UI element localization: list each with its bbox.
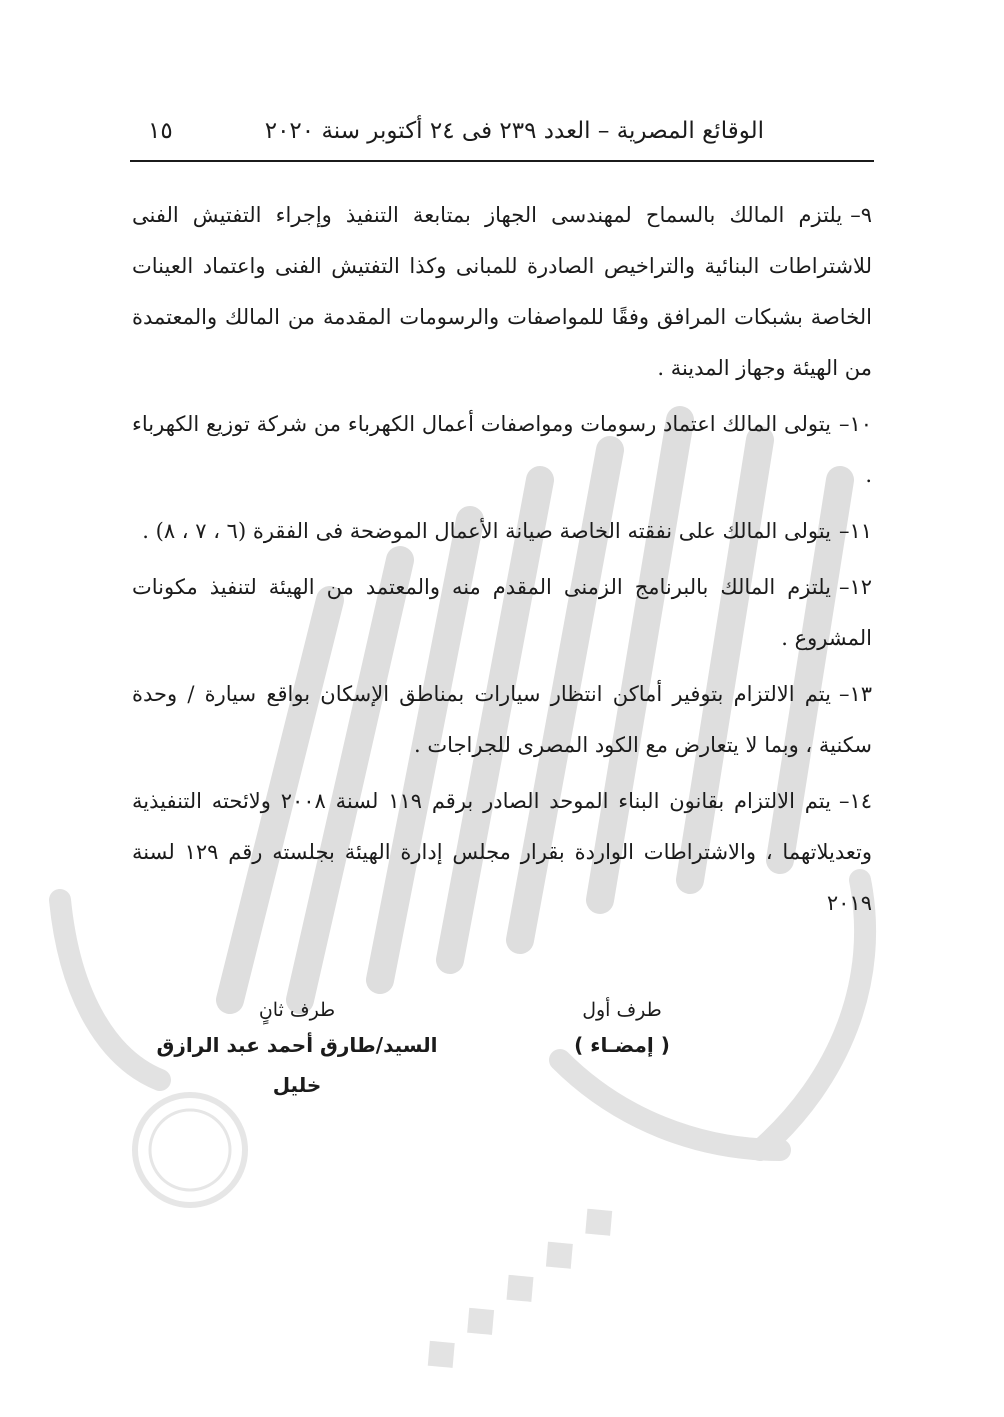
clause-text: يتولى المالك على نفقته الخاصة صيانة الأعمال الموضحة فى الفقرة (٦ ، ٧ ، ٨) . xyxy=(142,519,831,543)
clause-11 xyxy=(132,506,872,557)
clause-text: يتم الالتزام بقانون البناء الموحد الصادر برقم ١١٩ لسنة ٢٠٠٨ ولائحته التنفيذية وتعديلاتهما ، والاشتراطات الواردة بقرار مجلس إدارة الهيئة بجلسته رقم ١٢٩ لسنة ٢٠١٩ xyxy=(132,789,872,915)
watermark-stamp-text: ◆ ◆ ◆ ◆ ◆ xyxy=(407,1187,628,1384)
clause-number: ١٢– xyxy=(838,575,872,599)
clause-10 xyxy=(132,399,872,501)
second-party-name: السيد/طارق أحمد عبد الرازق خليل xyxy=(156,1033,438,1097)
clause-number: ١٣– xyxy=(838,682,872,706)
clause-number: ٩– xyxy=(850,203,872,227)
clause-number: ١٠– xyxy=(838,412,872,436)
clause-12 xyxy=(132,562,872,664)
clause-text: يتولى المالك اعتماد رسومات ومواصفات أعمال الكهرباء من شركة توزيع الكهرباء . xyxy=(132,412,872,487)
first-party xyxy=(542,995,702,1065)
second-party-label: طرف ثانٍ xyxy=(258,999,336,1021)
clause-9 xyxy=(132,190,872,394)
page-header xyxy=(130,112,874,162)
clause-text: يلتزم المالك بالسماح لمهندسى الجهاز بمتابعة التنفيذ وإجراء التفتيش الفنى للاشتراطات البنائية والتراخيص الصادرة للمبانى وكذا التفتيش الفنى واعتماد العينات الخاصة بشبكات المرافق وفقًا للمواصفات والرسومات المقدمة من المالك والمعتمدة من الهيئة وجهاز المدينة . xyxy=(132,203,872,380)
signature-block xyxy=(132,995,872,1097)
second-party xyxy=(132,995,462,1105)
clause-text: يتم الالتزام بتوفير أماكن انتظار سيارات بمناطق الإسكان بواقع سيارة / وحدة سكنية ، وبما لا يتعارض مع الكود المصرى للجراجات . xyxy=(132,682,872,757)
first-party-signature: ( إمضـاء ) xyxy=(574,1033,670,1057)
clause-13 xyxy=(132,669,872,771)
clause-number: ١٤– xyxy=(838,789,872,813)
clause-number: ١١– xyxy=(838,519,872,543)
document-body xyxy=(132,190,872,934)
clause-text: يلتزم المالك بالبرنامج الزمنى المقدم منه والمعتمد من الهيئة لتنفيذ مكونات المشروع . xyxy=(132,575,872,650)
gazette-header-title: الوقائع المصرية – العدد ٢٣٩ فى ٢٤ أكتوبر سنة ٢٠٢٠ xyxy=(264,118,764,144)
clause-14 xyxy=(132,776,872,929)
page-number: ١٥ xyxy=(148,118,173,144)
first-party-label: طرف أول xyxy=(582,999,662,1021)
